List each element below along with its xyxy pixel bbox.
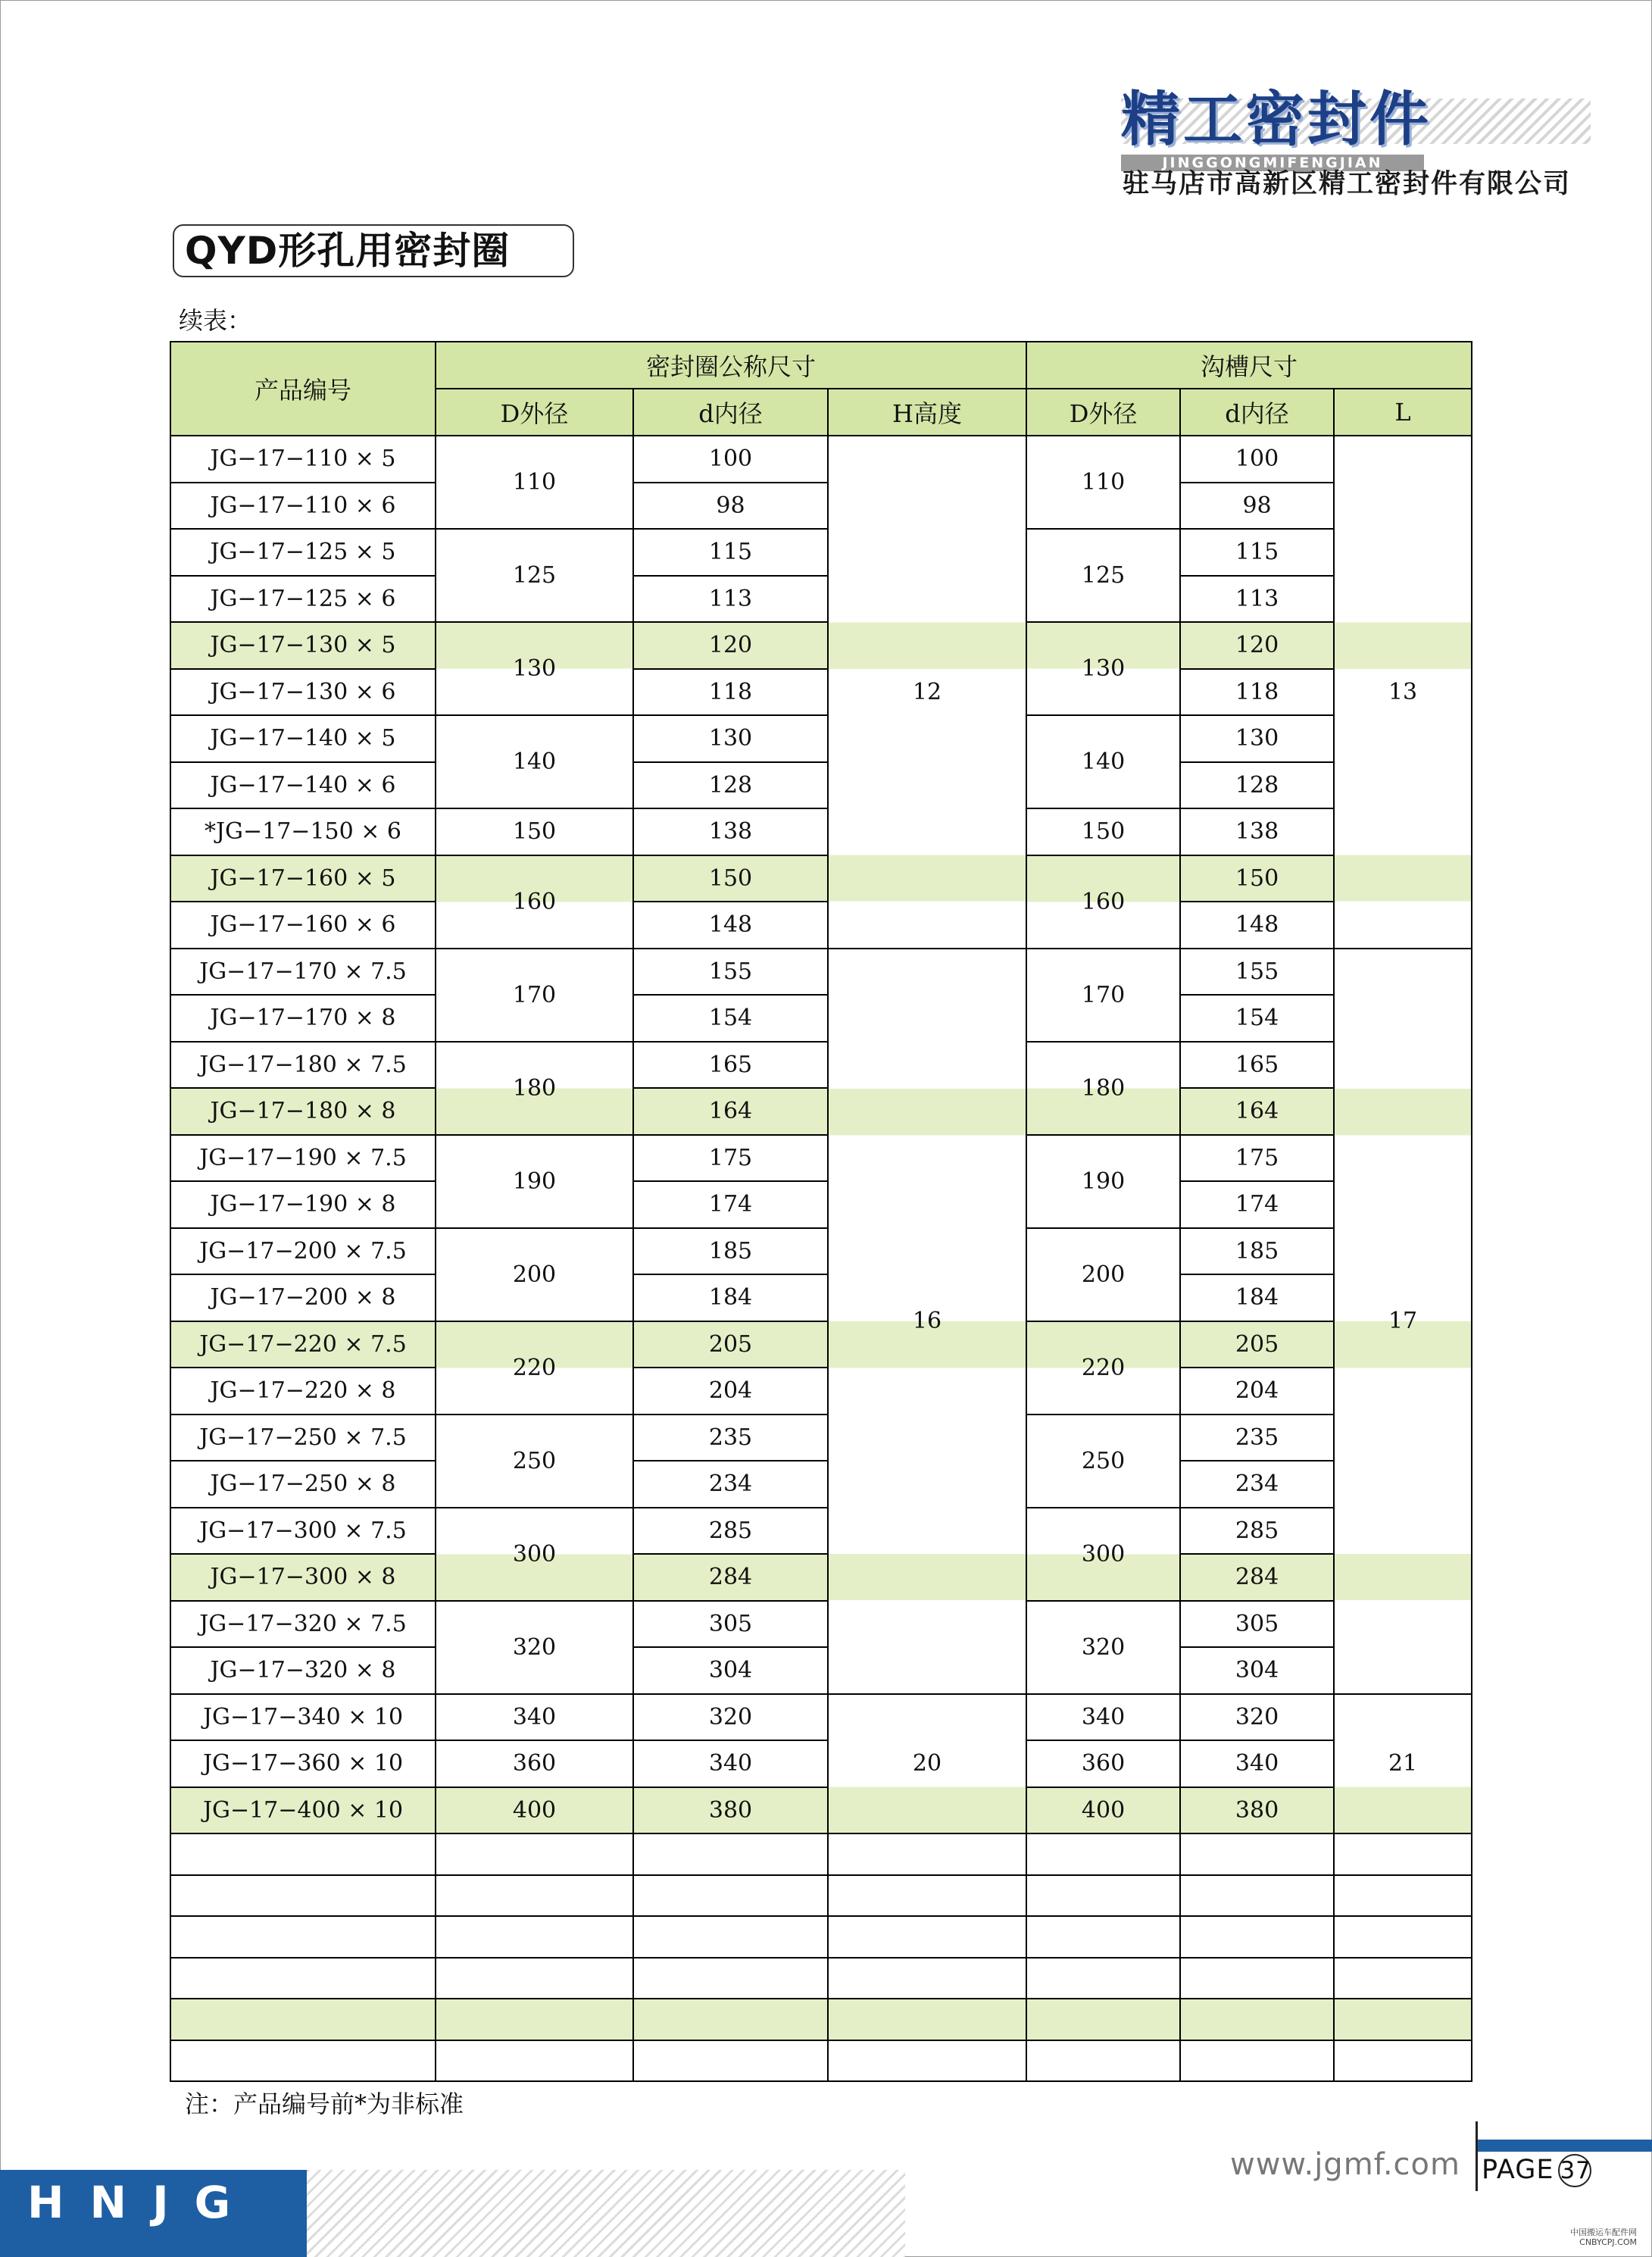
seal-outer-d-cell: 360 (436, 1740, 633, 1787)
seal-outer-d-cell: 220 (436, 1321, 633, 1415)
brand-name: 精工密封件 (1121, 86, 1432, 154)
groove-inner-d-cell: 305 (1180, 1601, 1334, 1648)
groove-outer-d-cell: 200 (1026, 1228, 1180, 1321)
groove-inner-d-cell: 204 (1180, 1368, 1334, 1415)
groove-inner-d-cell: 174 (1180, 1181, 1334, 1228)
table-row (170, 436, 1472, 483)
seal-inner-d-cell: 380 (633, 1787, 828, 1834)
page-bar (1477, 2140, 1652, 2152)
groove-inner-d-cell: 234 (1180, 1461, 1334, 1508)
product-code-cell: JG−17−140 × 5 (170, 715, 436, 762)
seal-inner-d-cell: 128 (633, 762, 828, 809)
empty-cell (1026, 1875, 1180, 1917)
footnote: 注：产品编号前*为非标准 (185, 2090, 464, 2118)
seal-inner-d-cell: 100 (633, 436, 828, 483)
table-row (170, 529, 1472, 576)
groove-inner-d-cell: 100 (1180, 436, 1334, 483)
groove-inner-d-cell: 150 (1180, 855, 1334, 902)
empty-row (170, 1999, 1472, 2040)
product-code-cell: JG−17−170 × 7.5 (170, 949, 436, 996)
groove-inner-d-cell: 120 (1180, 622, 1334, 669)
groove-l-cell: 21 (1334, 1694, 1472, 1834)
table-row (170, 1228, 1472, 1275)
seal-outer-d-cell: 250 (436, 1415, 633, 1508)
table-row (170, 808, 1472, 855)
table-row (170, 1274, 1472, 1321)
header-seal-height: H高度 (828, 389, 1026, 436)
product-code-cell: JG−17−250 × 7.5 (170, 1415, 436, 1461)
groove-inner-d-cell: 184 (1180, 1274, 1334, 1321)
empty-cell (1026, 1958, 1180, 1999)
groove-inner-d-cell: 185 (1180, 1228, 1334, 1275)
seal-height-cell: 12 (828, 436, 1026, 949)
groove-outer-d-cell: 400 (1026, 1787, 1180, 1834)
groove-inner-d-cell: 164 (1180, 1088, 1334, 1135)
seal-inner-d-cell: 304 (633, 1647, 828, 1694)
empty-cell (828, 1999, 1026, 2040)
product-code-cell: JG−17−110 × 6 (170, 483, 436, 530)
watermark (1570, 2227, 1637, 2247)
product-code-cell: JG−17−250 × 8 (170, 1461, 436, 1508)
empty-row (170, 1958, 1472, 1999)
seal-inner-d-cell: 155 (633, 949, 828, 996)
groove-inner-d-cell: 284 (1180, 1554, 1334, 1601)
seal-inner-d-cell: 118 (633, 669, 828, 716)
empty-cell (828, 1916, 1026, 1958)
table-row (170, 1135, 1472, 1182)
header-seal-size: 密封圈公称尺寸 (436, 342, 1026, 389)
empty-cell (1180, 1958, 1334, 1999)
groove-inner-d-cell: 380 (1180, 1787, 1334, 1834)
table-row (170, 669, 1472, 716)
seal-inner-d-cell: 130 (633, 715, 828, 762)
empty-cell (170, 2040, 436, 2082)
header-groove-inner-d: d内径 (1180, 389, 1334, 436)
table-row (170, 715, 1472, 762)
watermark-en: CNBYCPJ.COM (1579, 2237, 1637, 2247)
product-code-cell: JG−17−140 × 6 (170, 762, 436, 809)
empty-cell (633, 2040, 828, 2082)
table-row (170, 1368, 1472, 1415)
page-number: 37 (1558, 2154, 1591, 2187)
empty-cell (1334, 1875, 1472, 1917)
groove-outer-d-cell: 250 (1026, 1415, 1180, 1508)
empty-cell (1180, 1916, 1334, 1958)
watermark-cn: 中国搬运车配件网 (1570, 2227, 1637, 2237)
groove-outer-d-cell: 130 (1026, 622, 1180, 715)
product-code-cell: JG−17−190 × 8 (170, 1181, 436, 1228)
seal-inner-d-cell: 120 (633, 622, 828, 669)
continued-label: 续表： (179, 306, 252, 335)
empty-cell (633, 1958, 828, 1999)
groove-inner-d-cell: 138 (1180, 808, 1334, 855)
empty-cell (1334, 1916, 1472, 1958)
product-code-cell: JG−17−320 × 7.5 (170, 1601, 436, 1648)
product-code-cell: JG−17−130 × 6 (170, 669, 436, 716)
empty-cell (633, 1833, 828, 1875)
footer-brand: HNJG (0, 2170, 307, 2257)
product-code-cell: JG−17−125 × 6 (170, 576, 436, 623)
empty-row (170, 2040, 1472, 2082)
seal-inner-d-cell: 113 (633, 576, 828, 623)
seal-outer-d-cell: 170 (436, 949, 633, 1042)
seal-inner-d-cell: 98 (633, 483, 828, 530)
company-name: 驻马店市高新区精工密封件有限公司 (1123, 169, 1572, 199)
brand-pinyin: JINGGONGMIFENGJIAN (1121, 155, 1424, 171)
empty-cell (1026, 2040, 1180, 2082)
empty-cell (633, 1916, 828, 1958)
page-divider (1476, 2121, 1478, 2191)
header-seal-outer-d: D外径 (436, 389, 633, 436)
empty-cell (170, 1916, 436, 1958)
groove-outer-d-cell: 220 (1026, 1321, 1180, 1415)
groove-inner-d-cell: 98 (1180, 483, 1334, 530)
groove-l-cell: 17 (1334, 949, 1472, 1694)
table-row (170, 1787, 1472, 1834)
seal-outer-d-cell: 160 (436, 855, 633, 949)
seal-outer-d-cell: 180 (436, 1042, 633, 1135)
seal-outer-d-cell: 125 (436, 529, 633, 622)
empty-cell (170, 1958, 436, 1999)
groove-inner-d-cell: 155 (1180, 949, 1334, 996)
groove-inner-d-cell: 128 (1180, 762, 1334, 809)
groove-inner-d-cell: 285 (1180, 1508, 1334, 1555)
groove-inner-d-cell: 115 (1180, 529, 1334, 576)
groove-outer-d-cell: 320 (1026, 1601, 1180, 1694)
product-code-cell: JG−17−360 × 10 (170, 1740, 436, 1787)
product-code-cell: JG−17−130 × 5 (170, 622, 436, 669)
empty-cell (1180, 1875, 1334, 1917)
empty-cell (436, 2040, 633, 2082)
groove-inner-d-cell: 113 (1180, 576, 1334, 623)
seal-inner-d-cell: 235 (633, 1415, 828, 1461)
seal-inner-d-cell: 284 (633, 1554, 828, 1601)
seal-inner-d-cell: 150 (633, 855, 828, 902)
seal-outer-d-cell: 130 (436, 622, 633, 715)
empty-cell (170, 1999, 436, 2040)
product-code-cell: JG−17−110 × 5 (170, 436, 436, 483)
groove-outer-d-cell: 150 (1026, 808, 1180, 855)
groove-outer-d-cell: 140 (1026, 715, 1180, 808)
table-row (170, 1508, 1472, 1555)
groove-inner-d-cell: 175 (1180, 1135, 1334, 1182)
seal-inner-d-cell: 174 (633, 1181, 828, 1228)
empty-cell (170, 1833, 436, 1875)
seal-outer-d-cell: 400 (436, 1787, 633, 1834)
seal-inner-d-cell: 234 (633, 1461, 828, 1508)
groove-outer-d-cell: 340 (1026, 1694, 1180, 1741)
product-code-cell: JG−17−180 × 7.5 (170, 1042, 436, 1089)
groove-inner-d-cell: 118 (1180, 669, 1334, 716)
seal-inner-d-cell: 184 (633, 1274, 828, 1321)
groove-inner-d-cell: 154 (1180, 995, 1334, 1042)
seal-inner-d-cell: 204 (633, 1368, 828, 1415)
table-row (170, 1321, 1472, 1368)
groove-outer-d-cell: 180 (1026, 1042, 1180, 1135)
table-row (170, 576, 1472, 623)
groove-outer-d-cell: 170 (1026, 949, 1180, 1042)
product-code-cell: JG−17−340 × 10 (170, 1694, 436, 1741)
table-row (170, 1554, 1472, 1601)
empty-cell (633, 1875, 828, 1917)
empty-row (170, 1875, 1472, 1917)
header-product-code: 产品编号 (170, 342, 436, 436)
table-row (170, 1694, 1472, 1741)
product-code-cell: JG−17−220 × 7.5 (170, 1321, 436, 1368)
seal-outer-d-cell: 150 (436, 808, 633, 855)
seal-inner-d-cell: 175 (633, 1135, 828, 1182)
seal-inner-d-cell: 165 (633, 1042, 828, 1089)
seal-inner-d-cell: 164 (633, 1088, 828, 1135)
table-row (170, 949, 1472, 996)
seal-inner-d-cell: 205 (633, 1321, 828, 1368)
seal-height-cell: 16 (828, 949, 1026, 1694)
groove-outer-d-cell: 160 (1026, 855, 1180, 949)
empty-cell (1026, 1999, 1180, 2040)
table-row (170, 1181, 1472, 1228)
empty-cell (170, 1875, 436, 1917)
groove-inner-d-cell: 205 (1180, 1321, 1334, 1368)
groove-outer-d-cell: 110 (1026, 436, 1180, 529)
empty-cell (436, 1999, 633, 2040)
groove-inner-d-cell: 320 (1180, 1694, 1334, 1741)
table-row (170, 1088, 1472, 1135)
empty-cell (633, 1999, 828, 2040)
seal-outer-d-cell: 110 (436, 436, 633, 529)
groove-inner-d-cell: 304 (1180, 1647, 1334, 1694)
empty-cell (1334, 1999, 1472, 2040)
empty-row (170, 1833, 1472, 1875)
groove-l-cell: 13 (1334, 436, 1472, 949)
table-row (170, 762, 1472, 809)
table-row (170, 1647, 1472, 1694)
table-row (170, 855, 1472, 902)
seal-outer-d-cell: 320 (436, 1601, 633, 1694)
empty-cell (436, 1833, 633, 1875)
empty-cell (1334, 1833, 1472, 1875)
seal-inner-d-cell: 148 (633, 902, 828, 949)
page-title: QYD形孔用密封圈 (173, 224, 574, 277)
groove-outer-d-cell: 190 (1026, 1135, 1180, 1228)
empty-cell (1026, 1833, 1180, 1875)
seal-inner-d-cell: 138 (633, 808, 828, 855)
header-groove-l: L (1334, 389, 1472, 436)
website-url: www.jgmf.com (1230, 2147, 1460, 2182)
seal-outer-d-cell: 300 (436, 1508, 633, 1601)
empty-cell (436, 1875, 633, 1917)
table-row (170, 483, 1472, 530)
empty-cell (1180, 2040, 1334, 2082)
product-code-cell: JG−17−170 × 8 (170, 995, 436, 1042)
header-groove-size: 沟槽尺寸 (1026, 342, 1472, 389)
empty-cell (1180, 1833, 1334, 1875)
table-row (170, 1461, 1472, 1508)
product-code-cell: JG−17−320 × 8 (170, 1647, 436, 1694)
empty-cell (436, 1916, 633, 1958)
empty-cell (436, 1958, 633, 1999)
product-code-cell: JG−17−300 × 8 (170, 1554, 436, 1601)
product-code-cell: JG−17−125 × 5 (170, 529, 436, 576)
table-row (170, 1415, 1472, 1461)
product-code-cell: *JG−17−150 × 6 (170, 808, 436, 855)
table-row (170, 1042, 1472, 1089)
seal-inner-d-cell: 305 (633, 1601, 828, 1648)
empty-cell (828, 1833, 1026, 1875)
seal-outer-d-cell: 190 (436, 1135, 633, 1228)
table-row (170, 902, 1472, 949)
seal-outer-d-cell: 140 (436, 715, 633, 808)
product-code-cell: JG−17−160 × 6 (170, 902, 436, 949)
product-code-cell: JG−17−220 × 8 (170, 1368, 436, 1415)
table-body (170, 436, 1472, 2081)
product-code-cell: JG−17−300 × 7.5 (170, 1508, 436, 1555)
product-code-cell: JG−17−200 × 8 (170, 1274, 436, 1321)
spec-table (170, 341, 1472, 2082)
seal-inner-d-cell: 185 (633, 1228, 828, 1275)
table-row (170, 622, 1472, 669)
header-seal-inner-d: d内径 (633, 389, 828, 436)
footer-stripes (307, 2170, 905, 2257)
groove-inner-d-cell: 235 (1180, 1415, 1334, 1461)
seal-inner-d-cell: 285 (633, 1508, 828, 1555)
product-code-cell: JG−17−200 × 7.5 (170, 1228, 436, 1275)
seal-outer-d-cell: 200 (436, 1228, 633, 1321)
groove-inner-d-cell: 340 (1180, 1740, 1334, 1787)
empty-row (170, 1916, 1472, 1958)
empty-cell (1026, 1916, 1180, 1958)
table-row (170, 1740, 1472, 1787)
page-label: PAGE (1482, 2155, 1554, 2185)
product-code-cell: JG−17−180 × 8 (170, 1088, 436, 1135)
groove-outer-d-cell: 300 (1026, 1508, 1180, 1601)
seal-inner-d-cell: 115 (633, 529, 828, 576)
header-groove-outer-d: D外径 (1026, 389, 1180, 436)
table-row (170, 995, 1472, 1042)
product-code-cell: JG−17−400 × 10 (170, 1787, 436, 1834)
groove-inner-d-cell: 148 (1180, 902, 1334, 949)
empty-cell (828, 2040, 1026, 2082)
table-row (170, 1601, 1472, 1648)
seal-inner-d-cell: 154 (633, 995, 828, 1042)
seal-inner-d-cell: 320 (633, 1694, 828, 1741)
seal-inner-d-cell: 340 (633, 1740, 828, 1787)
groove-outer-d-cell: 360 (1026, 1740, 1180, 1787)
empty-cell (1334, 1958, 1472, 1999)
empty-cell (828, 1958, 1026, 1999)
seal-height-cell: 20 (828, 1694, 1026, 1834)
seal-outer-d-cell: 340 (436, 1694, 633, 1741)
groove-inner-d-cell: 165 (1180, 1042, 1334, 1089)
empty-cell (1180, 1999, 1334, 2040)
empty-cell (828, 1875, 1026, 1917)
groove-outer-d-cell: 125 (1026, 529, 1180, 622)
page-indicator (1482, 2154, 1591, 2187)
product-code-cell: JG−17−190 × 7.5 (170, 1135, 436, 1182)
product-code-cell: JG−17−160 × 5 (170, 855, 436, 902)
empty-cell (1334, 2040, 1472, 2082)
groove-inner-d-cell: 130 (1180, 715, 1334, 762)
